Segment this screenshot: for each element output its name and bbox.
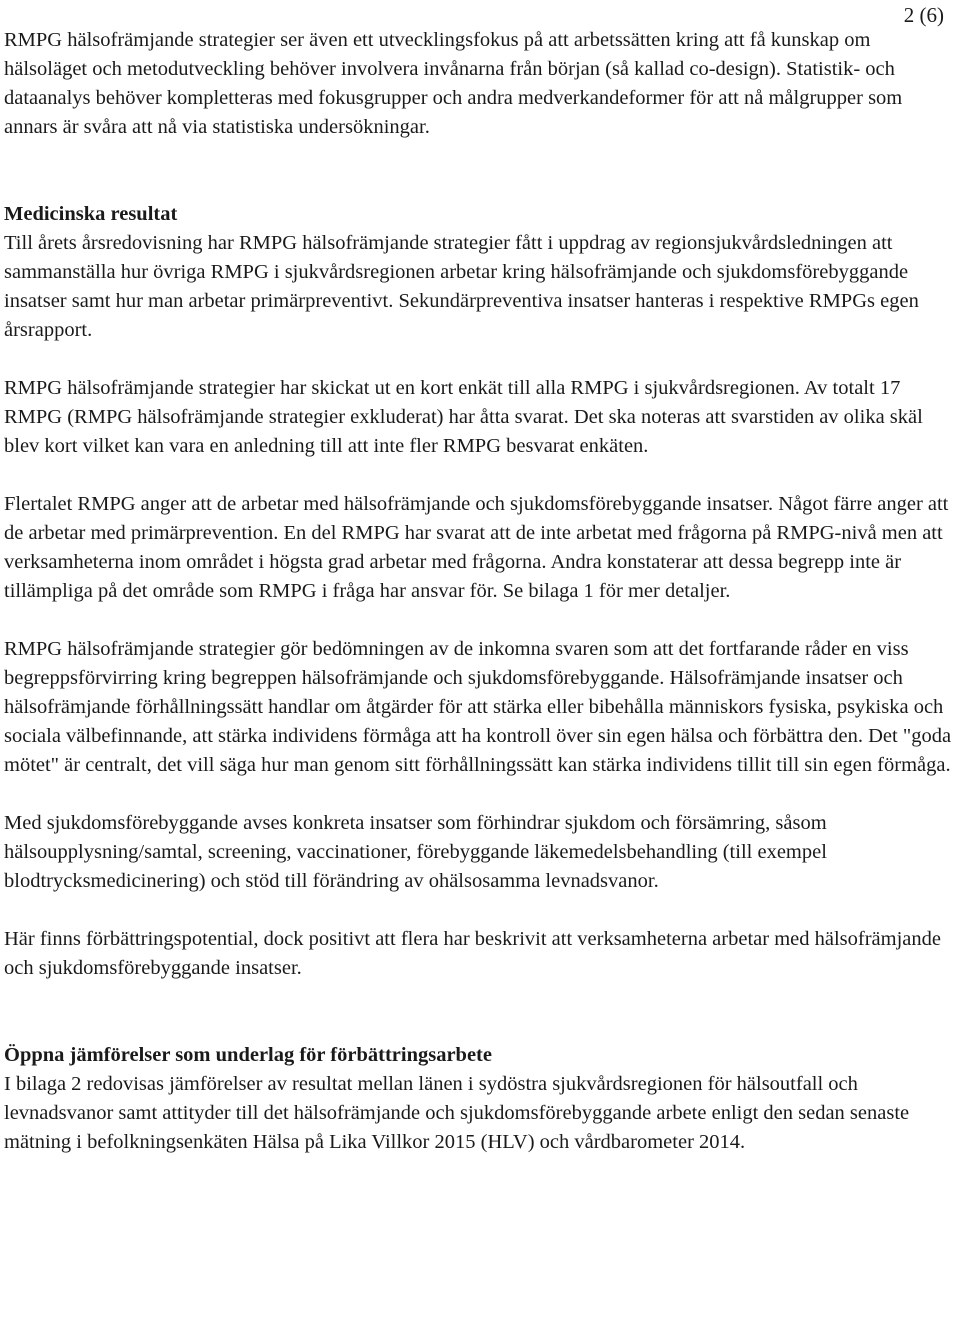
body-paragraph: Till årets årsredovisning har RMPG hälsofrämjande strategier fått i uppdrag av regionsjukvårdsledningen att sammanställa hur övriga RMPG i sjukvårdsregionen arbetar kring hälsofrämjande och sjukdomsförebyggande insatser samt hur man arbetar primärpreventivt. Sekundärpreventiva insatser hanteras i respektive RMPGs egen årsrapport. [4, 232, 919, 341]
spacer [4, 896, 958, 925]
intro-paragraph: RMPG hälsofrämjande strategier ser även ett utvecklingsfokus på att arbetssätten kring att få kunskap om hälsoläget och metodutveckling behöver involvera invånarna från början (så kallad co-design). Statistik- och dataanalys behöver kompletteras med fokusgrupper och andra medverkandeformer för att nå målgrupper som annars är svåra att nå via statistiska undersökningar. [4, 29, 903, 138]
body-paragraph: I bilaga 2 redovisas jämförelser av resultat mellan länen i sydöstra sjukvårdsregionen för hälsoutfall och levnadsvanor samt attityder till det hälsofrämjande och sjukdomsförebyggande arbete enligt den sedan senaste mätning i befolkningsenkäten Hälsa på Lika Villkor 2015 (HLV) och vårdbarometer 2014. [4, 1073, 910, 1153]
spacer [4, 345, 958, 374]
section-heading-comparisons: Öppna jämförelser som underlag för förbättringsarbete [4, 1044, 492, 1066]
body-paragraph: Med sjukdomsförebyggande avses konkreta insatser som förhindrar sjukdom och försämring, såsom hälsoupplysning/samtal, screening, vaccinationer, förebyggande läkemedelsbehandling (till exempel blodtrycksmedicinering) och stöd till förändring av ohälsosamma levnadsvanor. [4, 812, 827, 892]
body-paragraph: RMPG hälsofrämjande strategier gör bedömningen av de inkomna svaren som att det fortfarande råder en viss begreppsförvirring kring begreppen hälsofrämjande och sjukdomsförebyggande. Hälsofrämjande insatser och hälsofrämjande förhållningssätt handlar om åtgärder för att stärka eller bibehålla människors fysiska, psykiska och sociala välbefinnande, att stärka individens förmåga att ha kontroll över sin egen hälsa och förbättra den. Det "goda mötet" är centralt, det vill säga hur man genom sitt förhållningssätt kan stärka individens tillit till sin egen förmåga. [4, 638, 952, 776]
document-body [4, 26, 958, 1157]
body-paragraph: Flertalet RMPG anger att de arbetar med hälsofrämjande och sjukdomsförebyggande insatser. Något färre anger att de arbetar med primärprevention. En del RMPG har svarat att de inte arbetat med frågorna på RMPG-nivå men att verksamheterna inom området i högsta grad arbetar med frågorna. Andra konstaterar att dessa begrepp inte är tillämpliga på det område som RMPG i fråga har ansvar för. Se bilaga 1 för mer detaljer. [4, 493, 949, 602]
page-number: 2 (6) [903, 3, 944, 27]
spacer [4, 983, 958, 1041]
spacer [4, 780, 958, 809]
spacer [4, 461, 958, 490]
section-heading-medical-results: Medicinska resultat [4, 203, 178, 225]
spacer [4, 142, 958, 200]
body-paragraph: Här finns förbättringspotential, dock positivt att flera har beskrivit att verksamheterna arbetar med hälsofrämjande och sjukdomsförebyggande insatser. [4, 928, 941, 979]
body-paragraph: RMPG hälsofrämjande strategier har skickat ut en kort enkät till alla RMPG i sjukvårdsregionen. Av totalt 17 RMPG (RMPG hälsofrämjande strategier exkluderat) har åtta svarat. Det ska noteras att svarstiden av olika skäl blev kort vilket kan vara en anledning till att inte fler RMPG besvarat enkäten. [4, 377, 923, 457]
spacer [4, 606, 958, 635]
